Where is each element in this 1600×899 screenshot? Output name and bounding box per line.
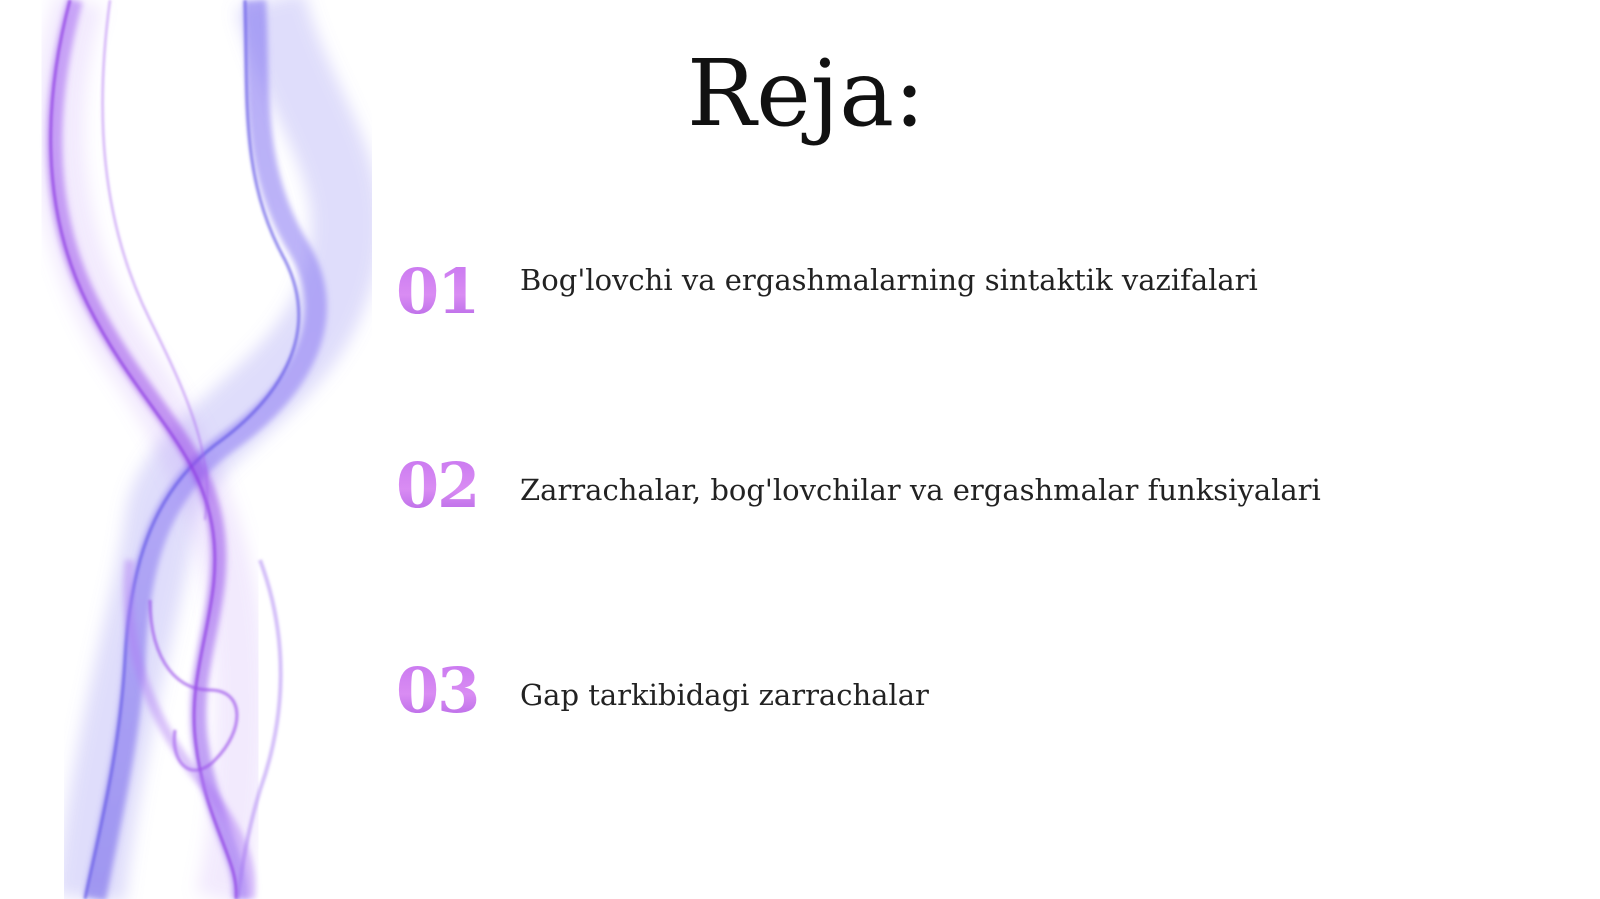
agenda-number-3: 03 (396, 660, 520, 722)
agenda-item-1 (396, 252, 1258, 332)
agenda-number-1: 01 (396, 261, 520, 323)
slide-title: Reja: (686, 40, 926, 147)
agenda-item-3 (396, 651, 929, 731)
agenda-number-2: 02 (396, 455, 520, 517)
agenda-item-2 (396, 446, 1321, 526)
agenda-text-2: Zarrachalar, bog'lovchilar va ergashmalar funksiyalari (520, 473, 1321, 507)
agenda-text-1: Bog'lovchi va ergashmalarning sintaktik vazifalari (520, 263, 1258, 297)
agenda-text-3: Gap tarkibidagi zarrachalar (520, 678, 929, 712)
